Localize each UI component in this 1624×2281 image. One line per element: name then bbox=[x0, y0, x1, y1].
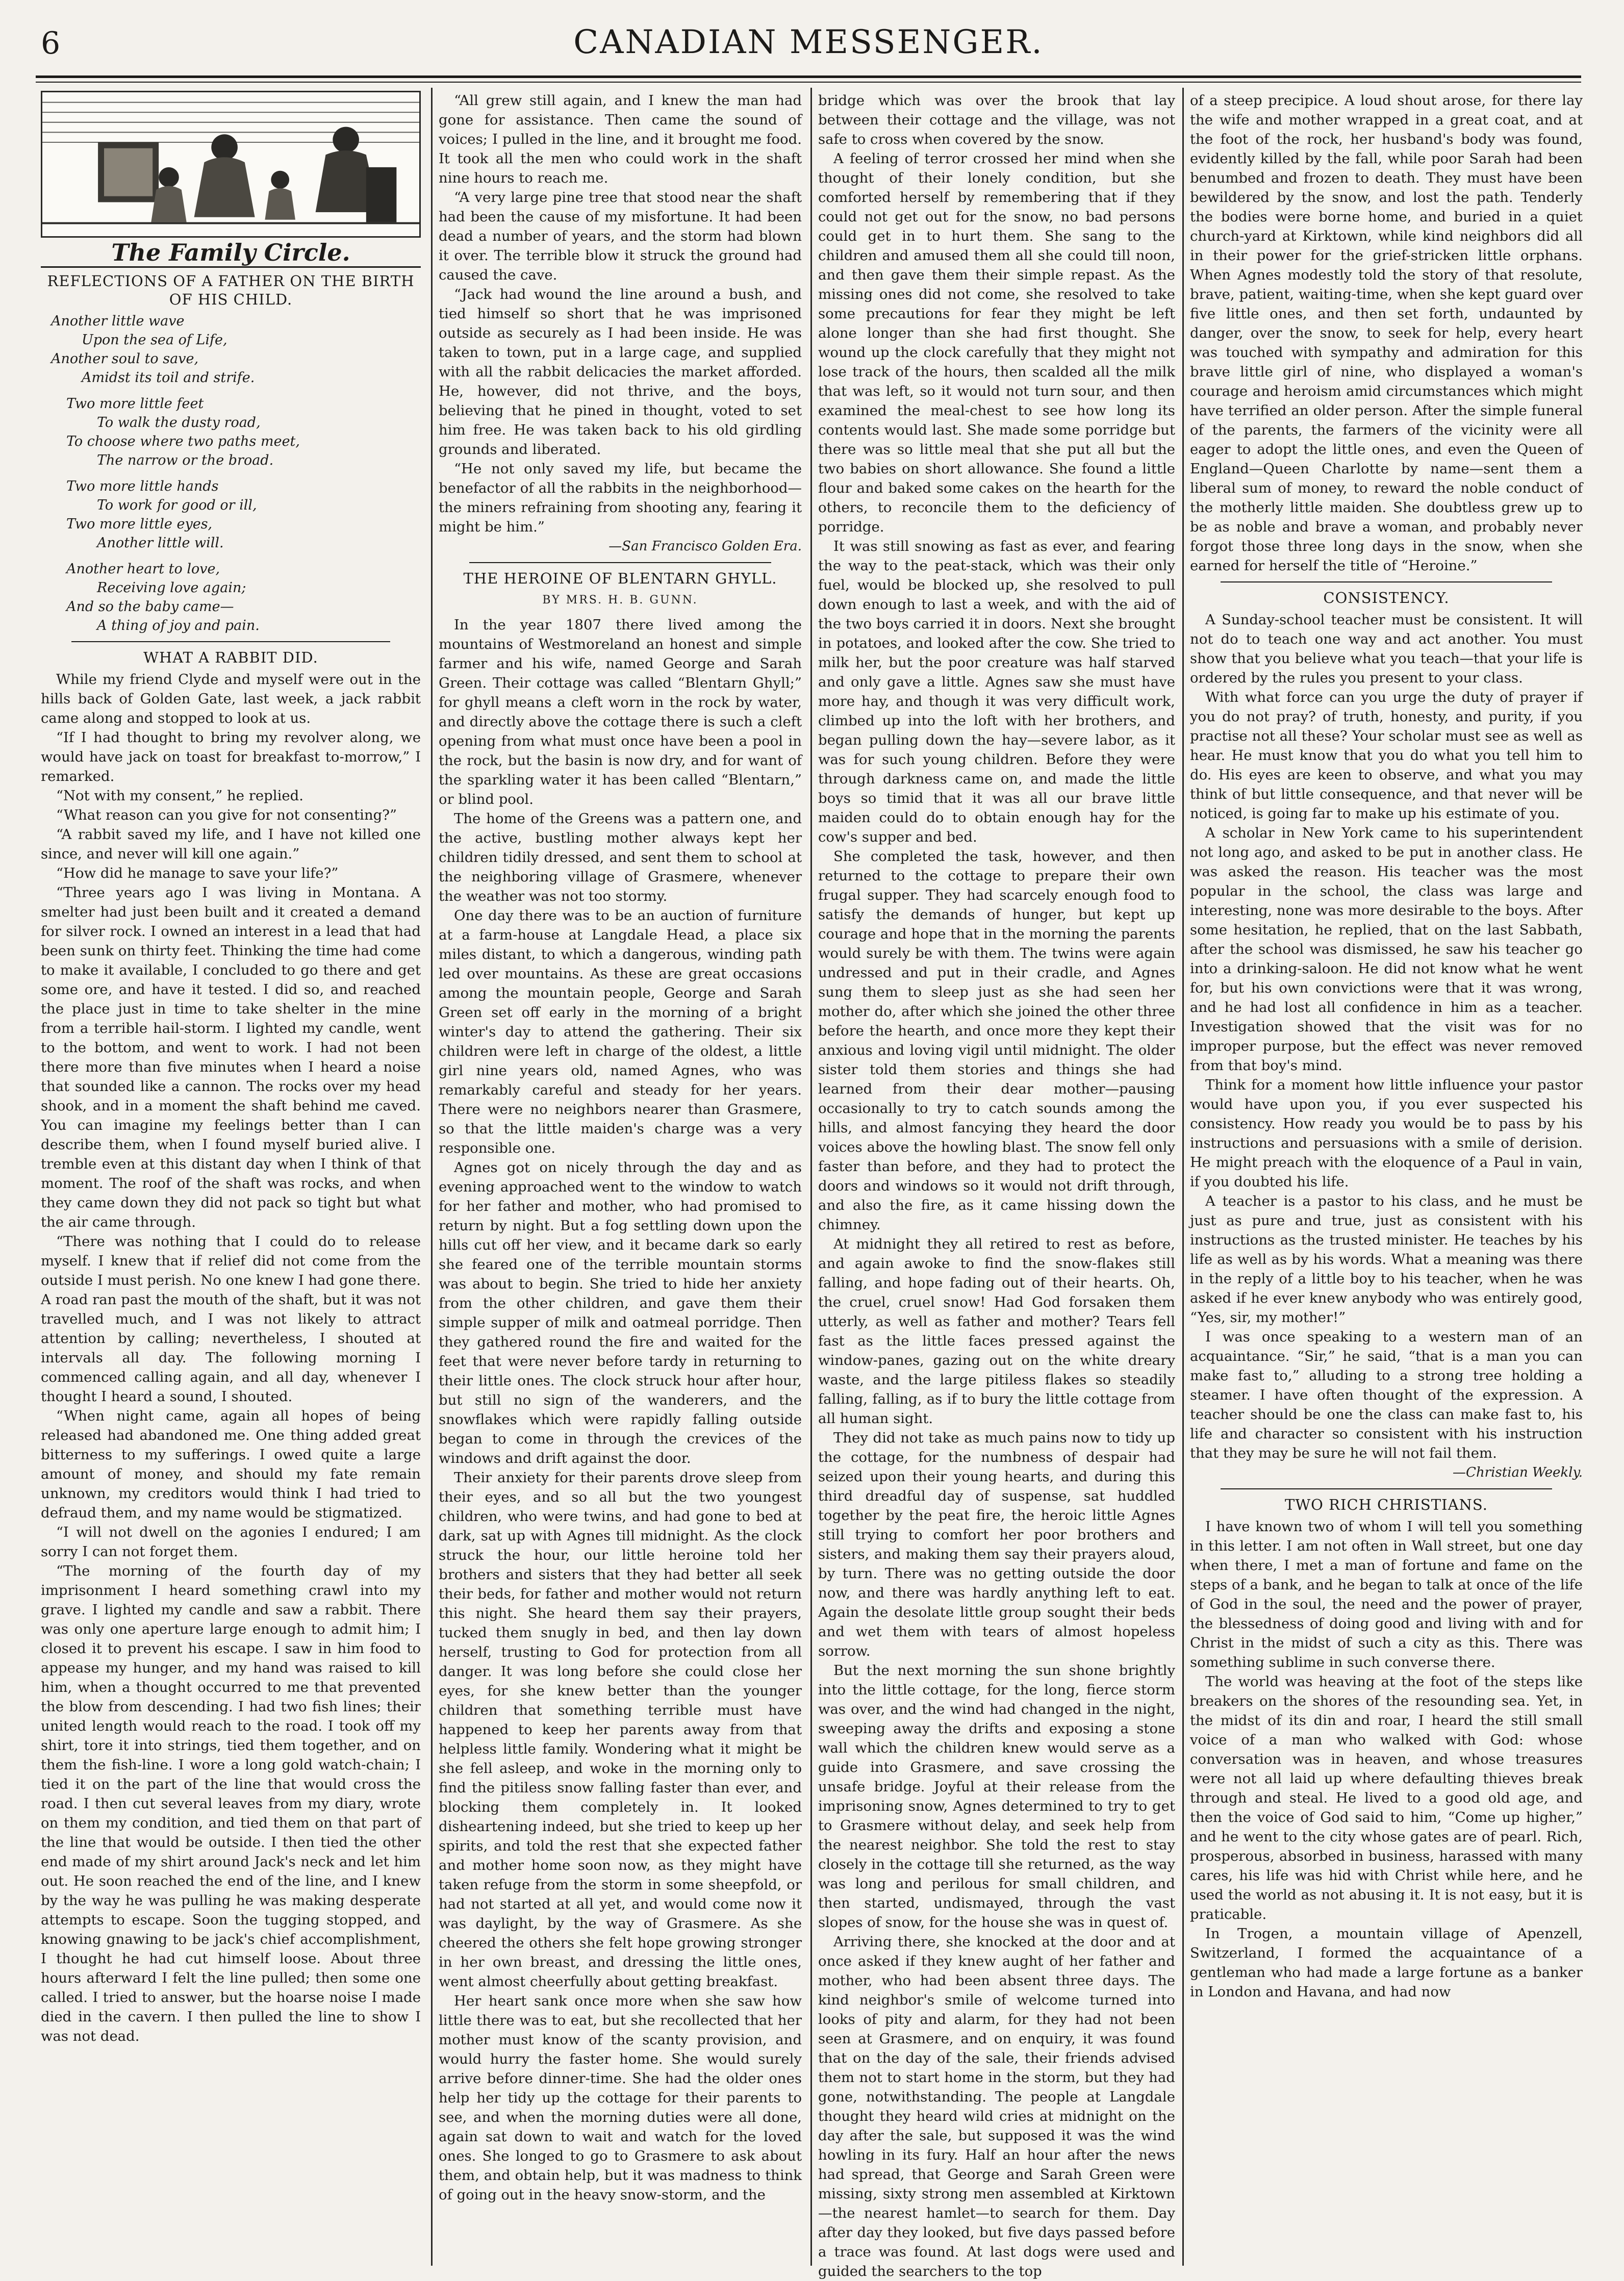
poem-line: Two more little eyes, bbox=[66, 516, 213, 532]
paragraph: I was once speaking to a western man of an acquaintance. “Sir,” he said, “that is a man you can make fast to,” alluding to a strong tree holding a steamer. I have often thought of the expression. A teacher should be one the class can make fast to, his life and character so consistent with his instruction that they may be sure he will not fail them. bbox=[1190, 1329, 1583, 1461]
paragraph: With what force can you urge the duty of prayer if you do not pray? of truth, honesty, and purity, if you practise not all these? Your scholar must see as well as hear. He must know that you do what you tell him to do. His eyes are keen to observe, and what you may think of but little consequence, and that never will be noticed, is going far to make up his estimate of you. bbox=[1190, 689, 1583, 822]
paragraph: She completed the task, however, and then returned to the cottage to prepare their own frugal supper. They had scarcely enough food to satisfy the demands of hunger, but kept up courage and hope that in the morning the parents would surely be with them. The twins were again undressed and put in their cradle, and Agnes sung them to sleep just as she had seen her mother do, after which she joined the other three before the hearth, and once more they kept their anxious and loving vigil until midnight. The older sister told them stories and things she had learned from their dear mother—pausing occasionally to try to catch sounds among the hills, and almost fancying they heard the door voices above the howling blast. The snow fell only faster than before, and they had to protect the doors and windows so it would not drift through, and also the fire, as it came hissing down the chimney. bbox=[818, 848, 1175, 1233]
paragraph: of a steep precipice. A loud shout arose, for there lay the wife and mother wrapped in a great coat, and at the foot of the rock, her husband's body was found, evidently killed by the fall, while poor Sarah had been benumbed and frozen to death. They must have been bewildered by the snow, and lost the path. Tenderly the bodies were borne home, and buried in a quiet church-yard at Kirktown, while kind neighbors did all in their power for the grief-stricken little orphans. When Agnes modestly told the story of that resolute, brave, patient, waiting-time, when she kept guard over five little ones, and then set forth, undaunted by danger, over the snow, to seek for help, every heart was touched with sympathy and admiration for this brave little girl of nine, who displayed a woman's courage and heroism amid circumstances which might have terrified an older person. After the simple funeral of the parents, the farmers of the vicinity were all eager to adopt the little ones, and even the Queen of England—Queen Charlotte by name—sent them a liberal sum of money, to reward the noble conduct of the motherly little maiden. She doubtless grew up to be as noble and brave a woman, and probably never forgot those three long days in the snow, when she earned for herself the title of “Heroine.” bbox=[1190, 92, 1583, 574]
paragraph: “A very large pine tree that stood near the shaft had been the cause of my misfortune. It had been dead a number of years, and the storm had blown it over. The terrible blow it struck the ground had caused the cave. bbox=[439, 189, 802, 283]
consistency-title: CONSISTENCY. bbox=[1323, 589, 1450, 606]
heroine-title: THE HEROINE OF BLENTARN GHYLL. bbox=[463, 570, 777, 587]
divider bbox=[469, 562, 771, 563]
paragraph: “All grew still again, and I knew the man had gone for assistance. Then came the sound of voices; I pulled in the line, and it brought me food. It took all the men who could work in the shaft nine hours to reach me. bbox=[439, 92, 802, 186]
poem bbox=[41, 312, 421, 635]
divider bbox=[41, 266, 421, 268]
paragraph: “Not with my consent,” he replied. bbox=[56, 788, 303, 804]
column-1 bbox=[41, 91, 421, 2253]
column-4 bbox=[1190, 91, 1583, 2253]
two-rich-title: TWO RICH CHRISTIANS. bbox=[1285, 1496, 1488, 1513]
paragraph: The world was heaving at the foot of the steps like breakers on the shores of the resounding sea. Yet, in the midst of its din and roar, I heard the still small voice of a man who walked with God: whose conversation was in heaven, and whose treasures were not all laid up where defaulting thieves break through and steal. He lived to a good old age, and then the voice of God said to him, “Come up higher,” and he went to the city whose gates are of pearl. Rich, prosperous, absorbed in business, harassed with many cares, his life was hid with Christ while here, and he used the world as not abusing it. It is not easy, but it is praticable. bbox=[1190, 1674, 1583, 1922]
poem-line: Another little wave bbox=[51, 313, 185, 329]
masthead-rule bbox=[36, 75, 1581, 78]
paragraph: The home of the Greens was a pattern one, and the active, bustling mother always kept her children tidily dressed, and sent them to school at the neighboring village of Grasmere, whenever the weather was not too stormy. bbox=[439, 810, 802, 904]
masthead-rule-thin bbox=[36, 82, 1581, 83]
paragraph: “I will not dwell on the agonies I endured; I am sorry I can not forget them. bbox=[41, 1524, 421, 1560]
column-rule bbox=[431, 88, 433, 2266]
paragraph: Her heart sank once more when she saw how little there was to eat, but she recollected that her mother must know of the scanty provision, and would hurry the faster home. She would surely arrive before dinner-time. She had the older ones help her tidy up the cottage for their parents to see, and when the morning duties were all done, again sat down to wait and watch for the loved ones. She longed to go to Grasmere to ask about them, and obtain help, but it was madness to think of going out in the heavy snow-storm, and the bbox=[439, 1993, 802, 2203]
paragraph: “The morning of the fourth day of my imprisonment I heard something crawl into my grave. I lighted my candle and saw a rabbit. There was only one aperture large enough to admit him; I closed it to prevent his escape. I saw in him food to appease my hunger, and my hand was raised to kill him, when a thought occurred to me that prevented the blow from descending. I had two fish lines; their united length would reach to the road. I took off my shirt, tore it into strings, tied them together, and on them the fish-line. I wore a long gold watch-chain; I tied it on the part of the line that would cross the road. I then cut several leaves from my diary, wrote on them my condition, and tied them on that part of the line that would be outside. I then tied the other end made of my shirt around Jack's neck and let him out. He soon reached the end of the line, and I knew by the way he was pulling he was making desperate attempts to escape. Soon the tugging stopped, and knowing gnawing to be jack's chief accomplishment, I thought he had cut himself loose. About three hours afterward I felt the line pulled; then some one called. I tried to answer, but the hoarse noise I made died in the cavern. I then pulled the line to show I was not dead. bbox=[41, 1563, 421, 2044]
paragraph: “Jack had wound the line around a bush, and tied himself so short that he was imprisoned outside as securely as I had been inside. He was taken to town, put in a large cage, and supplied with all the rabbit delicacies the market afforded. He, however, did not thrive, and the boys, believing that he pined in thought, voted to set him free. He was taken back to his old girdling grounds and liberated. bbox=[439, 286, 802, 458]
paragraph: While my friend Clyde and myself were out in the hills back of Golden Gate, last week, a jack rabbit came along and stopped to look at us. bbox=[41, 671, 421, 726]
paragraph: In the year 1807 there lived among the mountains of Westmoreland an honest and simple farmer and his wife, named George and Sarah Green. Their cottage was called “Blentarn Ghyll;” for ghyll means a cleft worn in the rock by water, and directly above the cottage there is such a cleft opening from what must once have been a pool in the rock, but the basin is now dry, and for want of the sparkling water it has been called “Blentarn,” or blind pool. bbox=[439, 617, 802, 807]
poem-line: To walk the dusty road, bbox=[97, 415, 261, 430]
poem-line: Receiving love again; bbox=[97, 580, 246, 596]
family-circle-engraving bbox=[41, 91, 421, 238]
paragraph: But the next morning the sun shone brightly into the little cottage, for the long, fierce storm was over, and the wind had changed in the night, sweeping away the drifts and exposing a stone wall which the children knew would serve as a guide into Grasmere, and save crossing the unsafe bridge. Joyful at their release from the imprisoning snow, Agnes determined to try to get to Grasmere without delay, and seek help from the nearest neighbor. She told the rest to stay closely in the cottage till she returned, as the way was long and perilous for small children, and then started, undismayed, through the vast slopes of snow, for the house she was in quest of. bbox=[818, 1662, 1175, 1931]
paragraph: bridge which was over the brook that lay between their cottage and the village, was not safe to cross when covered by the snow. bbox=[818, 92, 1175, 147]
paragraph: A teacher is a pastor to his class, and he must be just as pure and true, just as consistent with his instructions as the trusted minister. He teaches by his life as well as by his words. What a meaning was there in the reply of a little boy to his teacher, when he was asked if he ever knew anybody who was entirely good, “Yes, sir, my mother!” bbox=[1190, 1193, 1583, 1326]
paragraph: A scholar in New York came to his superintendent not long ago, and asked to be put in another class. He was asked the reason. His teacher was the most popular in the school, the class was large and interesting, none was more desirable to the boys. After some hesitation, he replied, that on the last Sabbath, after the school was dismissed, he saw his teacher go into a drinking-saloon. He did not know what he went for, but his own convictions were that it was wrong, and he had lost all confidence in him as a teacher. Investigation showed that the visit was for no improper purpose, but the effect was never removed from that boy's mind. bbox=[1190, 825, 1583, 1074]
poem-line: Another heart to love, bbox=[66, 561, 220, 577]
poem-line: Another soul to save, bbox=[51, 351, 199, 367]
family-circle-title: The Family Circle. bbox=[111, 239, 350, 266]
paragraph: Arriving there, she knocked at the door and at once asked if they knew aught of her father and mother, who had been absent three days. The kind neighbor's smile of welcome turned into looks of pity and alarm, for they had not been seen at Grasmere, and on enquiry, it was found that on the day of the sale, their friends advised them not to start home in the storm, but they had gone, notwithstanding. The people at Langdale thought they heard wild cries at midnight on the day after the sale, but supposed it was the wind howling in its fury. Half an hour after the news had spread, that George and Sarah Green were missing, sixty strong men assembled at Kirktown—the nearest hamlet—to search for them. Day after day they looked, but five days passed before a trace was found. At last dogs were used and guided the searchers to the top bbox=[818, 1934, 1175, 2279]
paragraph: “Three years ago I was living in Montana. A smelter had just been built and it created a demand for silver rock. I owned an interest in a lead that had been sunk on thirty feet. Thinking the time had come to make it available, I concluded to go there and get some ore, and have it tested. I did so, and reached the place just in time to take shelter in the mine from a terrible hail-storm. I lighted my candle, went to the bottom, and went to work. I had not been there more than five minutes when I heard a noise that sounded like a cannon. The rocks over my head shook, and in a moment the shaft behind me caved. You can imagine my feelings better than I can describe them, when I found myself buried alive. I tremble even at this distant day when I think of that moment. The roof of the shaft was rocks, and when they came down they did not pack so tight but what the air came through. bbox=[41, 884, 421, 1230]
paragraph: It was still snowing as fast as ever, and fearing the way to the peat-stack, which was their only fuel, would be blocked up, she resolved to pull down enough to last a week, and with the aid of the two boys carried it in doors. Next she brought in potatoes, and looked after the cow. She tried to milk her, but the poor creature was half starved and only gave a little. Agnes saw she must have more hay, and though it was very difficult work, climbed up into the loft with her brothers, and began pulling down the hay—severe labor, as it was for such young children. Before they were through darkness came on, and made the little boys so timid that it was all our brave little maiden could do to obtain enough hay for the cow's supper and bed. bbox=[818, 538, 1175, 845]
poem-line: Two more little feet bbox=[66, 396, 204, 412]
divider bbox=[1221, 581, 1552, 582]
paragraph: At midnight they all retired to rest as before, and again awoke to find the snow-flakes still falling, and hope fading out of their hearts. Oh, the cruel, cruel snow! Had God forsaken them utterly, as well as father and mother? Tears fell fast as the little faces pressed against the window-panes, gazing out on the white dreary waste, and the large pitiless flakes so steadily falling, falling, as if to bury the little cottage from all human sight. bbox=[818, 1236, 1175, 1427]
paragraph: Think for a moment how little influence your pastor would have upon you, if you ever suspected his consistency. How ready you would be to pass by his instructions and persuasions with a smile of derision. He might preach with the eloquence of a Paul in vain, if you doubted his life. bbox=[1190, 1077, 1583, 1190]
divider bbox=[1221, 1488, 1552, 1489]
byline: BY MRS. H. B. GUNN. bbox=[542, 594, 698, 606]
page-number: 6 bbox=[41, 26, 61, 61]
paragraph: “There was nothing that I could do to release myself. I knew that if relief did not come from the outside I must perish. No one knew I had gone there. A road ran past the mouth of the shaft, but it was not travelled much, and I was not likely to attract attention by calling; nevertheless, I shouted at intervals all day. The following morning I commenced calling again, and all day, whenever I thought I heard a sound, I shouted. bbox=[41, 1233, 421, 1405]
paragraph: They did not take as much pains now to tidy up the cottage, for the numbness of despair had seized upon their young hearts, and during this third dreadful day of suspense, sat huddled together by the peat fire, the heroic little Agnes still trying to comfort her poor brothers and sisters, and making them say their prayers aloud, by turn. There was no getting outside the door now, and there was hardly anything left to eat. Again the desolate little group sought their beds and wet them with tears of almost hopeless sorrow. bbox=[818, 1430, 1175, 1659]
divider bbox=[71, 641, 390, 642]
paragraph: Agnes got on nicely through the day and as evening approached went to the window to watch for her father and mother, who had promised to return by night. But a fog settling down upon the hills cut off her view, and it became dark so early she feared one of the terrible mountain storms was about to begin. She tried to hide her anxiety from the other children, and gave them their simple supper of milk and oatmeal porridge. Then they gathered round the fire and waited for the feet that were never before tardy in returning to their little ones. The clock struck hour after hour, but still no sign of the wanderers, and the snowflakes which were rapidly falling outside began to come in through the crevices of the windows and drift against the door. bbox=[439, 1159, 802, 1466]
paragraph: A feeling of terror crossed her mind when she thought of their lonely condition, but she comforted herself by remembering that if they could not get out for the snow, no bad persons could get in to hurt them. She sang to the children and amused them all she could till noon, and then gave them their simple repast. As the missing ones did not come, she resolved to take some precautions for fear they might be left alone longer than she had first thought. She wound up the clock carefully that they might not lose track of the hours, then scalded all the milk that was left, so it would not turn sour, and then examined the meal-chest to see how long its contents would last. She made some porridge but there was so little meal that she put all but the two babies on short allowance. She found a little flour and baked some cakes on the hearth for the others, to reconcile them to the deficiency of porridge. bbox=[818, 150, 1175, 535]
poem-line: Another little will. bbox=[97, 535, 224, 551]
family-scene-illustration bbox=[42, 92, 419, 236]
article-source: —Christian Weekly. bbox=[1453, 1465, 1583, 1480]
poem-title: REFLECTIONS OF A FATHER ON THE BIRTH OF HIS CHILD. bbox=[47, 272, 415, 308]
paragraph: In Trogen, a mountain village of Apenzell, Switzerland, I formed the acquaintance of a gentleman who had made a large fortune as a banker in London and Havana, and had now bbox=[1190, 1925, 1583, 2000]
poem-line: Two more little hands bbox=[66, 478, 219, 494]
paragraph: Their anxiety for their parents drove sleep from their eyes, and so all but the two youngest children, who were twins, and had gone to bed at dark, sat up with Agnes till midnight. As the clock struck the hour, our little heroine told her brothers and sisters that they had better all seek their beds, for father and mother would not return this night. She heard them say their prayers, tucked them snugly in bed, and then lay down herself, trusting to God for protection from all danger. It was long before she could close her eyes, for she knew better than the younger children that something terrible must have happened to keep her parents away from that helpless little family. Wondering what it might be she fell asleep, and woke in the morning only to find the pitiless snow falling faster than ever, and blocking them completely in. It looked disheartening indeed, but she tried to keep up her spirits, and told the rest that she expected father and mother home soon now, as they might have taken refuge from the storm in some sheepfold, or had not started at all yet, and would come now it was daylight, by the way of Grasmere. As she cheered the others she felt hope growing stronger in her own breast, and dressing the little ones, went almost cheerfully about getting breakfast. bbox=[439, 1469, 802, 1990]
column-rule bbox=[810, 88, 812, 2266]
poem-line: To work for good or ill, bbox=[97, 497, 257, 513]
paragraph: “A rabbit saved my life, and I have not killed one since, and never will kill one again.” bbox=[41, 826, 421, 862]
paragraph: “If I had thought to bring my revolver along, we would have jack on toast for breakfast to-morrow,” I remarked. bbox=[41, 729, 421, 784]
paragraph: A Sunday-school teacher must be consistent. It will not do to teach one way and act another. You must show that you believe what you teach—that your life is ordered by the rules you present to your class. bbox=[1190, 612, 1583, 686]
paragraph: “When night came, again all hopes of being released had abandoned me. One thing added great bitterness to my sufferings. I owed quite a large amount of money, and should my fate remain unknown, my creditors would think I had tried to defraud them, and my name would be stigmatized. bbox=[41, 1408, 421, 1521]
masthead bbox=[36, 15, 1581, 71]
column-3 bbox=[818, 91, 1175, 2279]
paper-title: CANADIAN MESSENGER. bbox=[573, 23, 1044, 61]
poem-line: Upon the sea of Life, bbox=[82, 332, 227, 348]
paragraph: “How did he manage to save your life?” bbox=[56, 865, 339, 881]
paragraph: “He not only saved my life, but became the benefactor of all the rabbits in the neighborhood—the miners refraining from shooting any, fearing it might be him.” bbox=[439, 461, 802, 535]
paragraph: One day there was to be an auction of furniture at a farm-house at Langdale Head, a place six miles distant, to which a dangerous, winding path led over mountains. As these are great occasions among the mountain people, George and Sarah Green set off early in the morning of a bright winter's day to attend the gathering. Their six children were left in charge of the oldest, a little girl nine years old, named Agnes, who was remarkably careful and steady for her years. There were no neighbors nearer than Grasmere, so that the little maiden's charge was a very responsible one. bbox=[439, 907, 802, 1156]
poem-line: Amidst its toil and strife. bbox=[82, 370, 255, 386]
paragraph: “What reason can you give for not consenting?” bbox=[56, 807, 397, 823]
paragraph: I have known two of whom I will tell you something in this letter. I am not often in Wall street, but one day when there, I met a man of fortune and fame on the steps of a bank, and he began to talk at once of the life of God in the soul, the need and the power of prayer, the blessedness of doing good and living with and for Christ in the midst of such a city as this. There was something sublime in such converse there. bbox=[1190, 1518, 1583, 1670]
poem-line: A thing of joy and pain. bbox=[97, 618, 260, 633]
column-rule bbox=[1182, 88, 1184, 2266]
column-2 bbox=[439, 91, 802, 2253]
poem-line: And so the baby came— bbox=[66, 599, 234, 615]
poem-line: To choose where two paths meet, bbox=[66, 434, 300, 449]
article-source: —San Francisco Golden Era. bbox=[608, 539, 802, 554]
rabbit-title: WHAT A RABBIT DID. bbox=[143, 649, 318, 666]
poem-line: The narrow or the broad. bbox=[97, 452, 274, 468]
